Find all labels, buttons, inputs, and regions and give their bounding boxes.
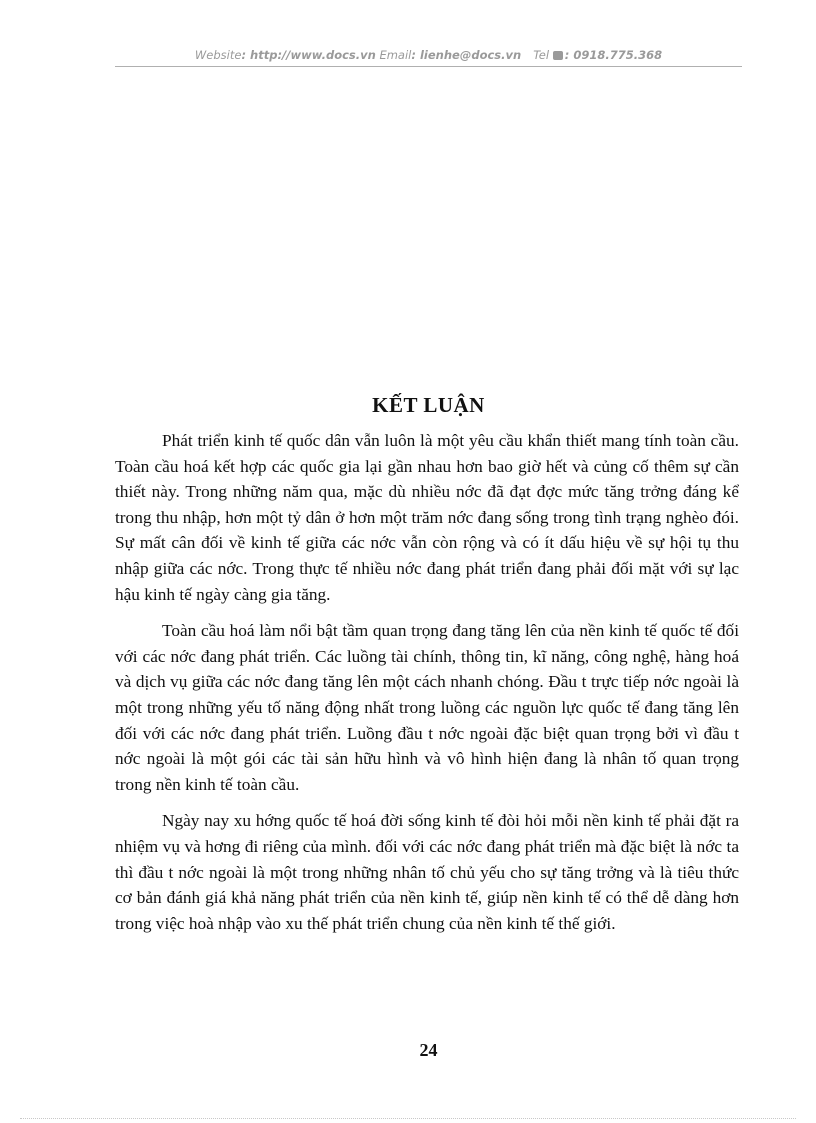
website-url[interactable]: : http://www.docs.vn bbox=[241, 48, 376, 62]
body-paragraph: Toàn cầu hoá làm nổi bật tầm quan trọng đang tăng lên của nền kinh tế quốc tế đối với các nớc đang phát triển. Các luồng tài chính, thông tin, kĩ năng, công nghệ, hàng hoá và dịch vụ giữa các nớc đang tăng lên một cách nhanh chóng. Đầu t trực tiếp nớc ngoài là một trong những yếu tố năng động nhất trong luồng các nguồn lực quốc tế đang tăng lên đối với các nớc đang phát triển. Luồng đầu t nớc ngoài đặc biệt quan trọng bởi vì đầu t nớc ngoài là một gói các tài sản hữu hình và vô hình hiện đang là nhân tố quan trọng trong nền kinh tế toàn cầu. bbox=[115, 621, 739, 794]
phone-number: : 0918.775.368 bbox=[564, 48, 663, 62]
telephone-icon bbox=[553, 51, 563, 60]
page-number: 24 bbox=[419, 1040, 438, 1060]
website-label: Website bbox=[194, 48, 242, 62]
footer-divider bbox=[20, 1118, 796, 1119]
body-paragraph: Ngày nay xu hớng quốc tế hoá đời sống kinh tế đòi hỏi mỗi nền kinh tế phải đặt ra nhiệm vụ và hơng đi riêng của mình. đối với các nớc đang phát triển mà đặc biệt là nớc ta thì đầu t nớc ngoài là một trong những nhân tố chủ yếu cho sự tăng trởng và là tiêu thức cơ bản đánh giá khả năng phát triển của nền kinh tế, giúp nền kinh tế có thể dễ dàng hơn trong việc hoà nhập vào xu thế phát triển chung của nền kinh tế thế giới. bbox=[115, 811, 739, 933]
phone-label: Tel bbox=[533, 48, 550, 62]
body-paragraph: Phát triển kinh tế quốc dân vẫn luôn là một yêu cầu khẩn thiết mang tính toàn cầu. Toàn cầu hoá kết hợp các quốc gia lại gần nhau hơn bao giờ hết và củng cố thêm sự cần thiết này. Trong những năm qua, mặc dù nhiều nớc đã đạt đợc mức tăng trởng đáng kể trong thu nhập, hơn một tỷ dân ở hơn một trăm nớc đang sống trong tình trạng nghèo đói. Sự mất cân đối về kinh tế giữa các nớc vẫn còn rộng và có ít dấu hiệu về sự hội tụ thu nhập giữa các nớc. Trong thực tế nhiều nớc đang phát triển đang phải đối mặt với sự lạc hậu kinh tế ngày càng gia tăng. bbox=[115, 431, 739, 604]
email-address[interactable]: : lienhe@docs.vn bbox=[411, 48, 522, 62]
email-label: Email bbox=[379, 48, 412, 62]
page-header bbox=[115, 48, 742, 66]
document-body bbox=[115, 428, 739, 947]
header-divider bbox=[115, 66, 742, 67]
page-title: KẾT LUẬN bbox=[372, 393, 485, 417]
